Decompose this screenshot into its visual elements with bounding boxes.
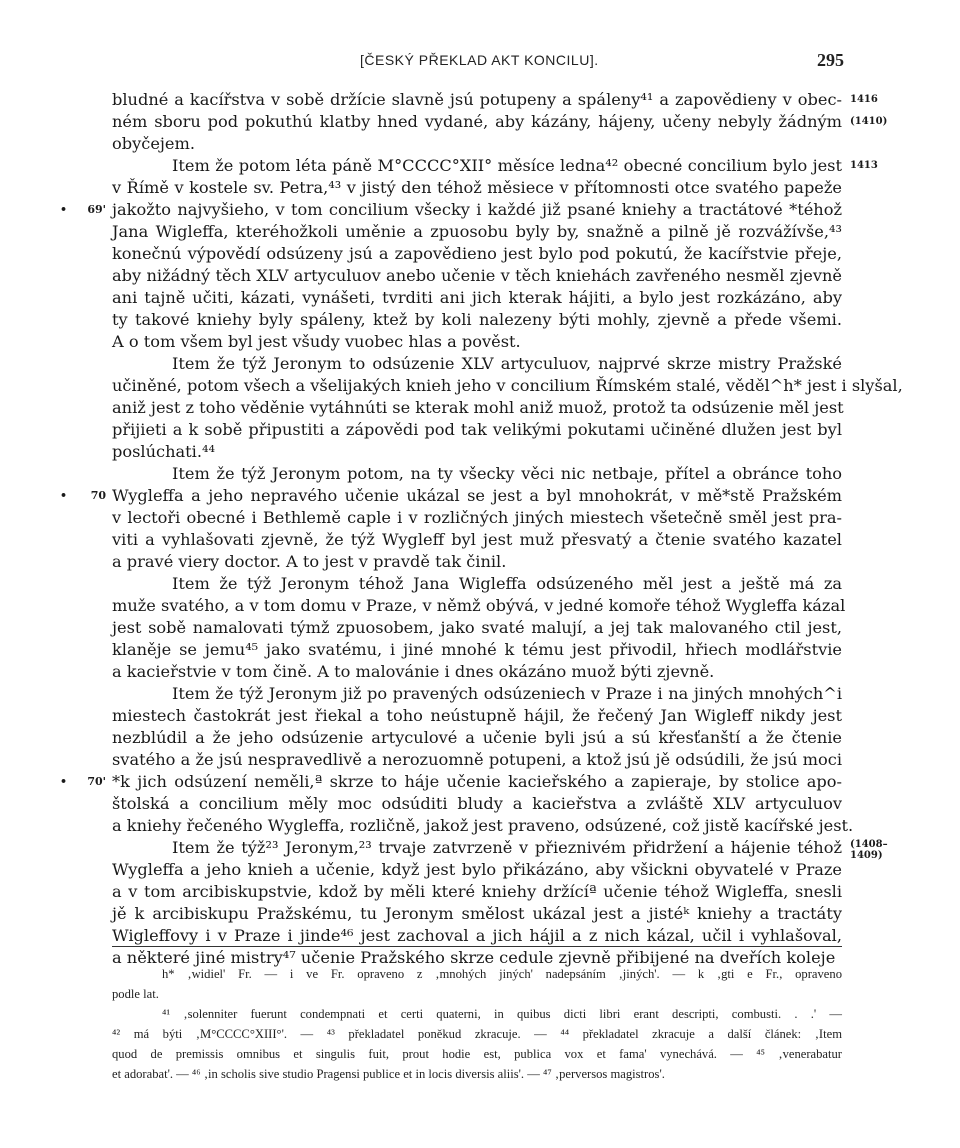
text-line <box>112 507 842 529</box>
line-text: Wigleffovy i v Praze i jinde⁴⁶ jest zachoval a jich hájil a z nich kázal, učil i vyhlašoval, <box>112 926 842 945</box>
text-line <box>112 683 842 705</box>
text-line <box>112 529 842 551</box>
line-text: Wygleffa a jeho nepravého učenie ukázal se jest a byl mnohokrát, v mě*stě Pražském <box>112 486 842 505</box>
line-text: viti a vyhlašovati zjevně, že týž Wygleff byl jest muž přesvatý a čtenie svatého kazatel <box>112 530 842 549</box>
text-line <box>112 837 888 861</box>
text-line <box>112 375 903 397</box>
line-text: nezblúdil a že jeho odsúzenie artyculové a učenie byli jsú a sú křesťanští a že čtenie <box>112 728 842 747</box>
text-line <box>60 199 842 221</box>
line-text: aby nižádný těch XLV artyculuov anebo učenie v těch kniehách zavřeného nesměl zjevně <box>112 266 842 285</box>
line-text: ani tajně učiti, kázati, vynášeti, tvrditi ani jich kterak hájiti, a bylo jest rozkázáno, aby <box>112 288 842 307</box>
footnote-rule <box>112 946 842 947</box>
line-text: obyčejem. <box>112 134 195 153</box>
page-header <box>0 52 960 74</box>
text-line <box>112 617 842 639</box>
text-line <box>112 595 846 617</box>
text-line <box>112 89 878 111</box>
footnote-line: ⁴¹ ‚solenniter fuerunt condempnati et certi quaterni, in quibus dicti libri erant descripti, combusti. . .' — <box>162 1007 842 1021</box>
folio-marker: • 70 <box>60 489 106 502</box>
text-line <box>60 485 842 507</box>
line-text: a kacieřstvie v tom čině. A to malovánie i dnes okázáno muož býti zjevně. <box>112 662 715 681</box>
line-text: jest sobě namalovati týmž zpuosobem, jako svaté malují, a jej tak malovaného ctil jest, <box>112 618 842 637</box>
folio-marker: • 70' <box>60 775 106 788</box>
line-text: Item že týž Jeronym téhož Jana Wigleffa odsúzeného měl jest a ještě má za <box>172 574 842 593</box>
footnote-line: podle lat. <box>112 987 159 1001</box>
text-line <box>112 815 854 837</box>
line-text: aniž jest z toho věděnie vytáhnúti se kterak mohl aniž muož, protož ta odsúzenie měl jest <box>112 398 844 417</box>
line-text: miestech častokrát jest řiekal a toho neústupně hájil, že řečený Jan Wigleff nikdy jest <box>112 706 842 725</box>
footnote-line: ⁴² má býti ‚M°CCCC°XIII°'. — ⁴³ překladatel poněkud zkracuje. — ⁴⁴ překladatel zkracuje a další článek: ‚Item <box>112 1027 842 1041</box>
line-text: a v tom arcibiskupstvie, kdož by měli které kniehy držícíª učenie téhož Wigleffa, snesli <box>112 882 842 901</box>
text-line <box>112 265 842 287</box>
running-head: [ČESKÝ PŘEKLAD AKT KONCILU]. <box>360 52 599 68</box>
text-line <box>112 639 842 661</box>
text-line <box>112 309 842 331</box>
text-line <box>60 771 842 793</box>
line-text: *k jich odsúzení neměli,ª skrze to háje učenie kacieřského a zapieraje, by stolice apo- <box>112 772 842 791</box>
line-text: ty takové kniehy byly spáleny, ktež by koli nalezeny býti mohly, zjevně a přede všemi. <box>112 310 842 329</box>
folio-marker: • 69' <box>60 203 106 216</box>
line-text: bludné a kacířstva v sobě držície slavně jsú potupeny a spáleny⁴¹ a zapovědieny v obec- <box>112 90 842 109</box>
text-line <box>112 441 842 463</box>
text-line <box>112 903 842 925</box>
line-text: učiněné, potom všech a všelijakých knieh jeho v concilium Římském stalé, věděl^h* jest i slyšal, <box>112 376 903 395</box>
line-text: Jana Wigleffa, kteréhožkoli uměnie a zpuosobu byly by, snažně a pilně jě rozvážívše,⁴³ <box>112 222 842 241</box>
text-line <box>112 419 842 441</box>
text-line <box>112 705 842 727</box>
line-text: a kniehy řečeného Wygleffa, rozličně, jakož jest praveno, odsúzené, což jistě kacířské jest. <box>112 816 854 835</box>
footnote-line: h* ‚widiel' Fr. — i ve Fr. opraveno z ‚mnohých jiných' nadepsáním ‚jiných'. — k ‚gti e Fr., opraveno <box>162 967 842 981</box>
year-marker: 1413 <box>850 160 878 171</box>
text-line <box>112 397 842 419</box>
text-line <box>112 881 842 903</box>
year-marker: 1416 <box>850 94 878 105</box>
line-text: muže svatého, a v tom domu v Praze, v němž obývá, v jedné komoře téhož Wygleffa kázal <box>112 596 846 615</box>
text-line <box>112 859 842 881</box>
text-line <box>112 463 842 485</box>
line-text: A o tom všem byl jest všudy vuobec hlas a pověst. <box>112 332 521 351</box>
page-number: 295 <box>817 50 844 70</box>
text-line <box>112 221 842 243</box>
text-line <box>112 925 842 947</box>
line-text: konečnú výpovědí odsúzeny jsú a zapovědieno jest bylo pod pokutú, že kacířstvie přeje, <box>112 244 842 263</box>
footnote-line: et adorabat'. — ⁴⁶ ‚in scholis sive studio Pragensi publice et in locis diversis aliis'. — ⁴⁷ ‚perversos magistros'. <box>112 1067 665 1081</box>
line-text: Item že týž Jeronym již po pravených odsúzeniech v Praze i na jiných mnohých^i <box>172 684 842 703</box>
text-line <box>112 793 842 815</box>
line-text: jakožto najvyšieho, v tom concilium všecky i každé již psané kniehy a tractátové *téhož <box>112 200 842 219</box>
text-line <box>112 661 842 683</box>
text-line <box>112 749 842 771</box>
text-line <box>112 133 842 155</box>
line-text: poslúchati.⁴⁴ <box>112 442 215 461</box>
line-text: Wygleffa a jeho knieh a učenie, když jest bylo přikázáno, aby všickni obyvatelé v Praze <box>112 860 842 879</box>
line-text: ném sboru pod pokuthú klatby hned vydané, aby kázány, hájeny, učeny nebyly žádným <box>112 112 842 131</box>
line-text: a pravé viery doctor. A to jest v pravdě tak činil. <box>112 552 507 571</box>
line-text: přijieti a k sobě připustiti a zápovědi pod tak velikými pokutami učiněné dlužen jest byl <box>112 420 842 439</box>
text-line <box>112 331 842 353</box>
footnotes <box>112 964 842 1084</box>
text-line <box>112 111 888 133</box>
text-line <box>112 243 842 265</box>
line-text: Item že týž Jeronym potom, na ty všecky věci nic netbaje, přítel a obránce toho <box>172 464 842 483</box>
line-text: štolská a concilium měly moc odsúditi bludy a kacieřstva a zvláště XLV artyculuov <box>112 794 842 813</box>
text-line <box>112 353 842 375</box>
line-text: v Římě v kostele sv. Petra,⁴³ v jistý den téhož měsiece v přítomnosti otce svatého papeže <box>112 178 842 197</box>
text-line <box>112 287 842 309</box>
text-line <box>112 177 842 199</box>
line-text: Item že potom léta páně M°CCCC°XII° měsíce ledna⁴² obecné concilium bylo jest <box>172 156 842 175</box>
year-marker: (1410) <box>850 116 888 127</box>
footnote-line: quod de premissis omnibus et singulis fuit, prout hodie est, publica vox et fama' vynechává. — ⁴⁵ ‚venerabatur <box>112 1047 842 1061</box>
year-marker: (1408–1409) <box>850 839 888 861</box>
main-text <box>60 89 903 969</box>
line-text: v lectoři obecné i Bethlemě caple i v rozličných jiných miestech všetečně směl jest pra- <box>112 508 842 527</box>
line-text: Item že týž Jeronym to odsúzenie XLV artyculuov, najprvé skrze mistry Pražské <box>172 354 842 373</box>
text-line <box>112 573 842 595</box>
line-text: svatého a že jsú nespravedlivě a nerozuomně potupeni, a ktož jsú jě odsúdili, že jsú moci <box>112 750 842 769</box>
line-text: klaněje se jemu⁴⁵ jako svatému, i jiné mnohé k tému jest přivodil, hřiech modlářstvie <box>112 640 842 659</box>
line-text: Item že týž²³ Jeronym,²³ trvaje zatvrzeně v přieznivém přidržení a hájenie téhož <box>172 838 842 857</box>
line-text: jě k arcibiskupu Pražskému, tu Jeronym smělost ukázal jest a jistéᵏ kniehy a tractáty <box>112 904 842 923</box>
line-text: a některé jiné mistry⁴⁷ učenie Pražského skrze cedule zjevně přibijené na dveřích koleje <box>112 948 836 967</box>
text-line <box>112 551 842 573</box>
text-line <box>112 155 878 177</box>
text-line <box>112 727 842 749</box>
